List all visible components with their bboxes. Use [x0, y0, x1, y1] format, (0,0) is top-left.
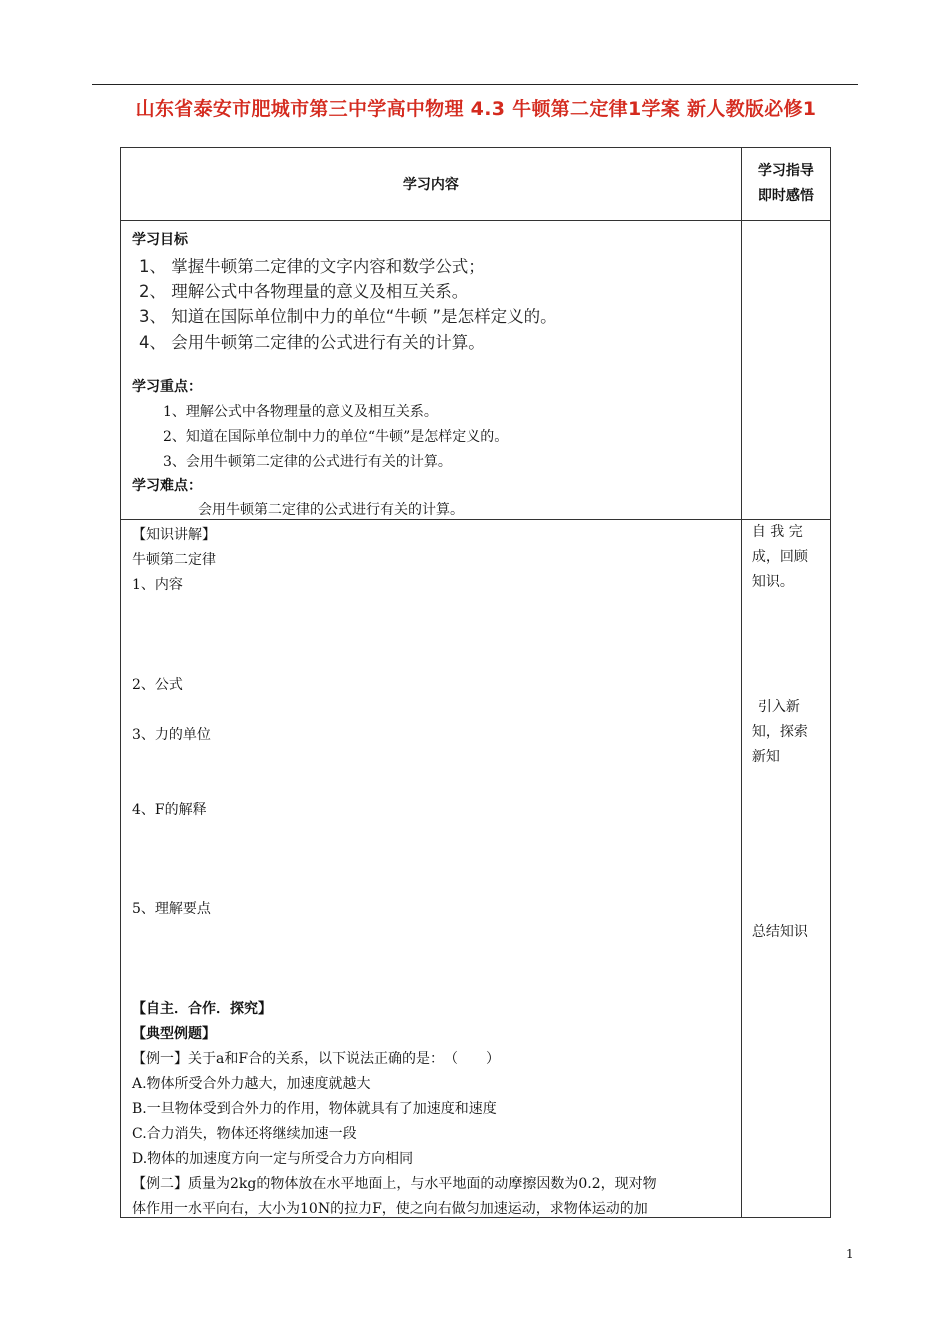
- knowledge-item: 3、力的单位: [132, 727, 211, 743]
- example-one: 【例一】关于a和F合的关系，以下说法正确的是： （ ）: [132, 1051, 501, 1067]
- key-points-heading: 学习重点：: [132, 379, 202, 395]
- side-note-line: 自 我 完: [751, 524, 803, 540]
- side-note-line: 成，回顾: [751, 549, 808, 565]
- knowledge-item: 4、F的解释: [132, 802, 207, 818]
- key-point-item: 1、理解公式中各物理量的意义及相互关系。: [163, 404, 438, 420]
- difficulty-heading: 学习难点：: [132, 478, 202, 494]
- option-a: A.物体所受合外力越大，加速度就越大: [132, 1076, 371, 1092]
- goal-item: 1、 掌握牛顿第二定律的文字内容和数学公式；: [139, 257, 485, 276]
- header-content-cell: [121, 148, 742, 221]
- explore-heading: 【自主．合作．探究】: [132, 1001, 272, 1017]
- key-point-item: 3、会用牛顿第二定律的公式进行有关的计算。: [163, 454, 452, 470]
- page-number: 1: [846, 1247, 854, 1261]
- side-note-explore: [752, 695, 808, 770]
- knowledge-cell: [121, 520, 742, 1218]
- key-point-item: 2、知道在国际单位制中力的单位“牛顿”是怎样定义的。: [163, 429, 509, 445]
- side-note-line: 知识。: [751, 574, 794, 590]
- examples-heading: 【典型例题】: [132, 1026, 216, 1042]
- option-d: D.物体的加速度方向一定与所受合力方向相同: [132, 1151, 414, 1167]
- goals-side-cell: [741, 221, 830, 520]
- goal-item: 3、 知道在国际单位制中力的单位“牛顿 ”是怎样定义的。: [139, 307, 557, 326]
- goal-item: 4、 会用牛顿第二定律的公式进行有关的计算。: [139, 333, 485, 352]
- knowledge-subtitle: 牛顿第二定律: [132, 552, 216, 568]
- option-c: C.合力消失，物体还将继续加速一段: [132, 1126, 357, 1142]
- side-notes-cell: [741, 520, 830, 1218]
- side-note-review: [752, 520, 808, 595]
- side-note-summary: 总结知识: [751, 924, 808, 940]
- difficulty-text: 会用牛顿第二定律的公式进行有关的计算。: [198, 502, 464, 518]
- header-rule: [92, 84, 858, 85]
- header-guide-cell: [741, 148, 830, 221]
- header-feeling-label: 即时感悟: [757, 188, 814, 204]
- study-table: [120, 147, 831, 1218]
- side-note-line: 知，探索: [751, 724, 808, 740]
- knowledge-heading: 【知识讲解】: [132, 527, 216, 543]
- goals-cell: [121, 221, 742, 520]
- document-title: 山东省泰安市肥城市第三中学高中物理 4.3 牛顿第二定律1学案 新人教版必修1: [135, 98, 817, 120]
- header-guide-label: 学习指导: [757, 163, 814, 179]
- header-content-label: 学习内容: [402, 177, 459, 193]
- goal-item: 2、 理解公式中各物理量的意义及相互关系。: [139, 282, 469, 301]
- example-two-line2: 体作用一水平向右，大小为10N的拉力F，使之向右做匀加速运动，求物体运动的加: [132, 1201, 648, 1217]
- side-note-line: 引入新: [757, 699, 800, 715]
- goals-heading: 学习目标: [132, 232, 188, 248]
- example-two-line1: 【例二】质量为2kg的物体放在水平地面上，与水平地面的动摩擦因数为0.2，现对物: [132, 1176, 657, 1192]
- option-b: B.一旦物体受到合外力的作用，物体就具有了加速度和速度: [132, 1101, 497, 1117]
- knowledge-item: 1、内容: [132, 577, 183, 593]
- side-note-line: 新知: [751, 749, 780, 765]
- knowledge-item: 2、公式: [132, 677, 183, 693]
- knowledge-item: 5、理解要点: [132, 901, 211, 917]
